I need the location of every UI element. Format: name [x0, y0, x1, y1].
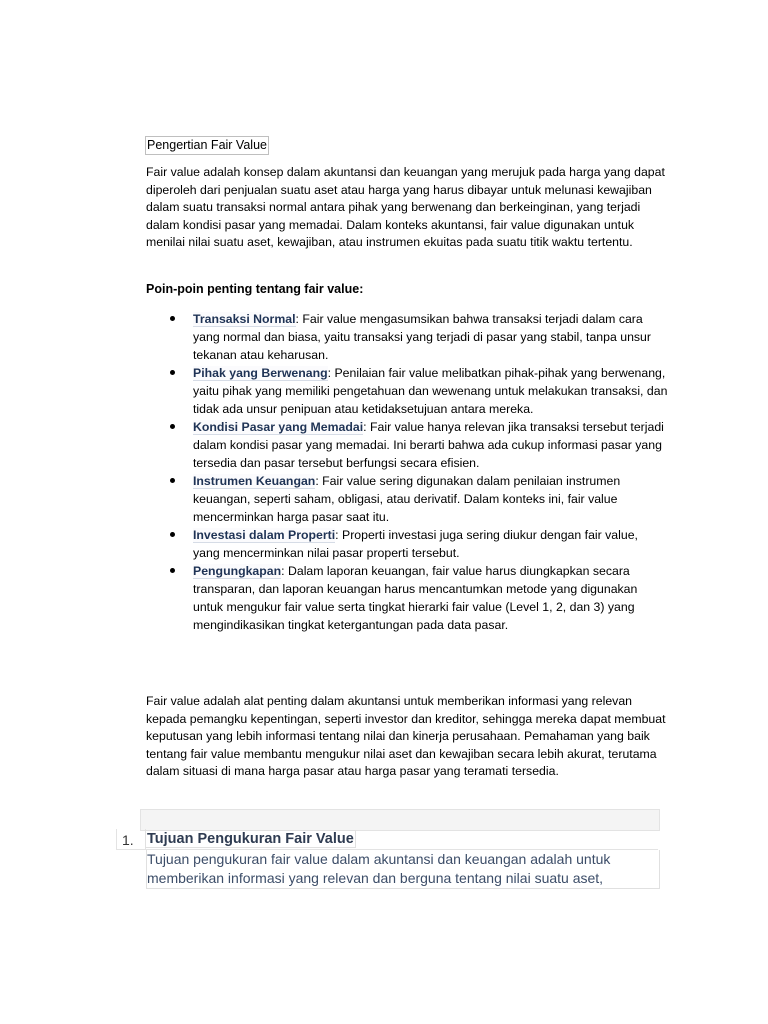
intro-paragraph: Fair value adalah konsep dalam akuntansi dan keuangan yang merujuk pada harga yang dapat diperoleh dari penjualan suatu aset atau harga yang harus dibayar untuk melunasi kewajiban dalam suatu transaksi normal antara pihak yang berwenang dan berkeinginan, yang terjadi dalam kondisi pasar yang memadai. Dalam konteks akuntansi, fair value digunakan untuk menilai nilai suatu aset, kewajiban, atau instrumen ekuitas pada suatu titik waktu tertentu.: [146, 165, 665, 250]
table-header-row: [140, 809, 660, 831]
section-body-line: Tujuan pengukuran fair value dalam akuntansi dan keuangan adalah untuk: [147, 851, 611, 867]
page-heading: Pengertian Fair Value: [147, 138, 267, 152]
point-term[interactable]: Transaksi Normal: [193, 312, 296, 326]
point-text: : Fair value hanya relevan jika transaksi tersebut terjadi dalam kondisi pasar yang memadai. Ini berarti bahwa ada cukup informasi pasar yang tersedia dan pasar tersebut berfungsi secara efisien.: [193, 420, 664, 470]
points-heading: Poin-poin penting tentang fair value:: [146, 282, 364, 296]
bullet-icon: [170, 532, 175, 537]
point-term[interactable]: Pengungkapan: [193, 564, 282, 578]
section-title[interactable]: [146, 830, 658, 850]
point-term[interactable]: Instrumen Keuangan: [193, 474, 316, 488]
list-item: [168, 418, 668, 472]
bullet-icon: [170, 424, 175, 429]
point-term[interactable]: Kondisi Pasar yang Memadai: [193, 420, 364, 434]
point-text: : Dalam laporan keuangan, fair value harus diungkapkan secara transparan, dan laporan keuangan harus mencantumkan metode yang digunakan untuk mengukur fair value serta tingkat hierarki fair value (Level 1, 2, dan 3) yang mengindikasikan tingkat ketergantungan pada data pasar.: [193, 564, 638, 632]
bullet-icon: [170, 370, 175, 375]
section-body-line: memberikan informasi yang relevan dan berguna tentang nilai suatu aset,: [147, 870, 604, 886]
bullet-icon: [170, 478, 175, 483]
bullet-icon: [170, 316, 175, 321]
list-item: [168, 472, 668, 526]
section-number: 1.: [122, 832, 134, 848]
point-text: : Properti investasi juga sering diukur dengan fair value, yang mencerminkan nilai pasar properti tersebut.: [193, 528, 638, 560]
closing-paragraph: Fair value adalah alat penting dalam akuntansi untuk memberikan informasi yang relevan kepada pemangku kepentingan, seperti investor dan kreditor, sehingga mereka dapat membuat keputusan yang lebih informasi tentang nilai dan kinerja perusahaan. Pemahaman yang baik tentang fair value membantu mengukur nilai aset dan kewajiban secara lebih akurat, terutama dalam situasi di mana harga pasar atau harga pasar yang teramati tersedia.: [146, 694, 666, 779]
section-title-text: Tujuan Pengukuran Fair Value: [147, 831, 354, 847]
section-body[interactable]: [146, 850, 660, 889]
list-item: [168, 364, 668, 418]
point-term[interactable]: Investasi dalam Properti: [193, 528, 336, 542]
list-item: [168, 310, 668, 364]
point-text: : Penilaian fair value melibatkan pihak-pihak yang berwenang, yaitu pihak yang memiliki pengetahuan dan wewenang untuk melakukan transaksi, dan tidak ada unsur penipuan atau ketidaksetujuan antara mereka.: [193, 366, 668, 416]
list-item: [168, 526, 668, 562]
key-points-list: [168, 310, 668, 634]
list-item: [168, 562, 668, 634]
point-term[interactable]: Pihak yang Berwenang: [193, 366, 328, 380]
point-text: : Fair value mengasumsikan bahwa transaksi terjadi dalam cara yang normal dan biasa, yaitu transaksi yang terjadi di pasar yang stabil, tanpa unsur tekanan atau keharusan.: [193, 312, 651, 362]
bullet-icon: [170, 568, 175, 573]
point-text: : Fair value sering digunakan dalam penilaian instrumen keuangan, seperti saham, obligasi, atau derivatif. Dalam konteks ini, fair value mencerminkan harga pasar saat itu.: [193, 474, 621, 524]
